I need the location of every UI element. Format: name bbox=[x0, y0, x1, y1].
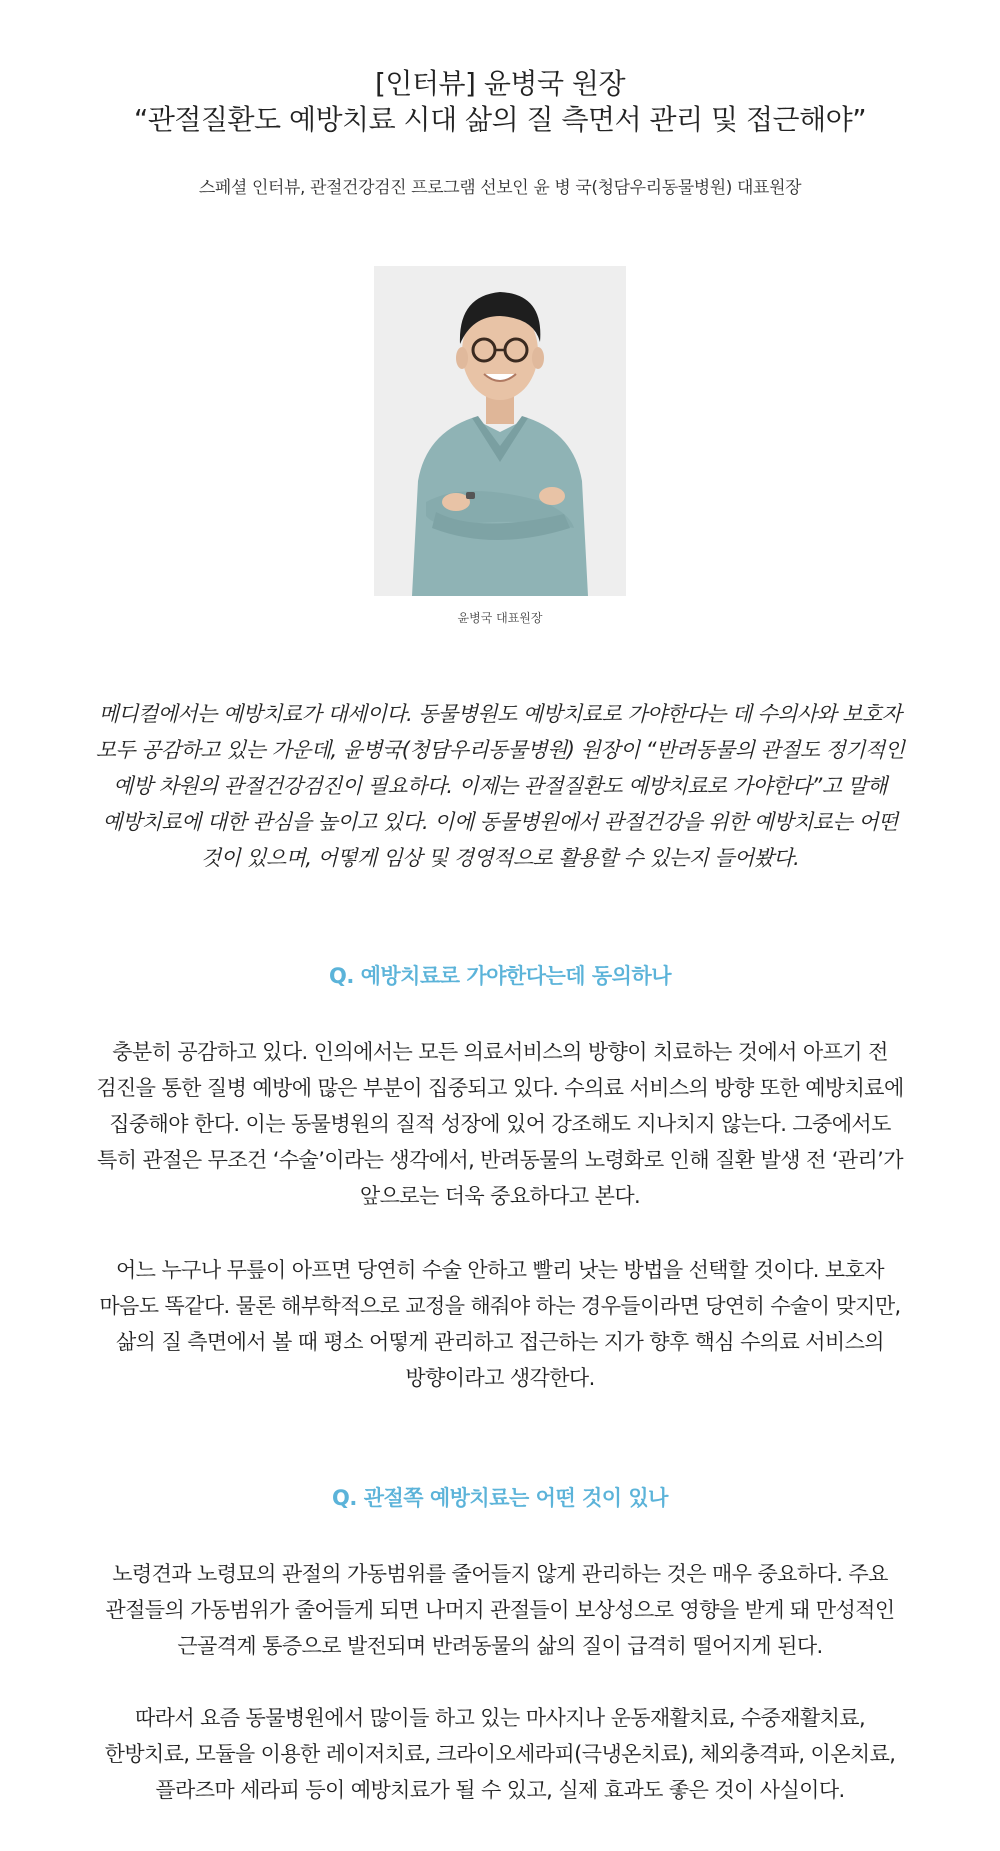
answer-line: 따라서 요즘 동물병원에서 많이들 하고 있는 마사지나 운동재활치료, 수중재활치료, bbox=[134, 1706, 866, 1730]
answer-line: 삶의 질 측면에서 볼 때 평소 어떻게 관리하고 접근하는 지가 향후 핵심 수의료 서비스의 bbox=[116, 1330, 884, 1354]
left-hand bbox=[442, 493, 470, 511]
answer-line: 특히 관절은 무조건 ‘수술’이라는 생각에서, 반려동물의 노령화로 인해 질환 발생 전 ‘관리’가 bbox=[97, 1148, 903, 1172]
intro-paragraph bbox=[40, 696, 960, 876]
answer-paragraph bbox=[40, 1700, 960, 1808]
article-title bbox=[40, 66, 960, 138]
answer-paragraph bbox=[40, 1252, 960, 1396]
portrait-photo bbox=[374, 266, 626, 596]
answer-line: 한방치료, 모듈을 이용한 레이저치료, 크라이오세라피(극냉온치료), 체외충격파, 이온치료, bbox=[104, 1742, 896, 1766]
left-ear bbox=[456, 347, 468, 369]
answer-paragraph bbox=[40, 1034, 960, 1214]
answer-line: 노령견과 노령묘의 관절의 가동범위를 줄어들지 않게 관리하는 것은 매우 중요하다. 주요 bbox=[112, 1562, 888, 1586]
answer-line: 근골격계 통증으로 발전되며 반려동물의 삶의 질이 급격히 떨어지게 된다. bbox=[177, 1634, 823, 1658]
intro-line: 메디컬에서는 예방치료가 대세이다. 동물병원도 예방치료로 가야한다는 데 수의사와 보호자 bbox=[98, 702, 902, 726]
answer-line: 앞으로는 더욱 중요하다고 본다. bbox=[359, 1184, 641, 1208]
title-line-2: “관절질환도 예방치료 시대 삶의 질 측면서 관리 및 접근해야” bbox=[133, 103, 867, 136]
answer-line: 플라즈마 세라피 등이 예방치료가 될 수 있고, 실제 효과도 좋은 것이 사실이다. bbox=[155, 1778, 845, 1802]
intro-line: 것이 있으며, 어떻게 임상 및 경영적으로 활용할 수 있는지 들어봤다. bbox=[200, 846, 800, 870]
wrist-watch bbox=[466, 492, 475, 499]
question-heading-2: Q. 관절쪽 예방치료는 어떤 것이 있나 bbox=[332, 1486, 668, 1510]
right-hand bbox=[539, 487, 565, 505]
portrait-illustration bbox=[374, 266, 626, 596]
answer-paragraph bbox=[40, 1556, 960, 1664]
article-subtitle: 스페셜 인터뷰, 관절건강검진 프로그램 선보인 윤 병 국(청담우리동물병원) 대표원장 bbox=[198, 178, 802, 198]
answer-line: 마음도 똑같다. 물론 해부학적으로 교정을 해줘야 하는 경우들이라면 당연히 수술이 맞지만, bbox=[99, 1294, 901, 1318]
title-line-1: [인터뷰] 윤병국 원장 bbox=[374, 67, 626, 100]
intro-line: 예방치료에 대한 관심을 높이고 있다. 이에 동물병원에서 관절건강을 위한 예방치료는 어떤 bbox=[102, 810, 898, 834]
answer-line: 관절들의 가동범위가 줄어들게 되면 나머지 관절들이 보상성으로 영향을 받게 돼 만성적인 bbox=[105, 1598, 895, 1622]
right-ear bbox=[532, 347, 544, 369]
question-heading-1: Q. 예방치료로 가야한다는데 동의하나 bbox=[328, 964, 672, 988]
answer-line: 방향이라고 생각한다. bbox=[405, 1366, 595, 1390]
intro-line: 예방 차원의 관절건강검진이 필요하다. 이제는 관절질환도 예방치료로 가야한다”고 말해 bbox=[113, 774, 887, 798]
photo-caption: 윤병국 대표원장 bbox=[457, 611, 543, 625]
answer-line: 충분히 공감하고 있다. 인의에서는 모든 의료서비스의 방향이 치료하는 것에서 아프기 전 bbox=[112, 1040, 888, 1064]
intro-line: 모두 공감하고 있는 가운데, 윤병국(청담우리동물병원) 원장이 “반려동물의 관절도 정기적인 bbox=[95, 738, 905, 762]
answer-line: 집중해야 한다. 이는 동물병원의 질적 성장에 있어 강조해도 지나치지 않는다. 그중에서도 bbox=[109, 1112, 891, 1136]
answer-line: 어느 누구나 무릎이 아프면 당연히 수술 안하고 빨리 낫는 방법을 선택할 것이다. 보호자 bbox=[116, 1258, 884, 1282]
answer-line: 검진을 통한 질병 예방에 많은 부분이 집중되고 있다. 수의료 서비스의 방향 또한 예방치료에 bbox=[96, 1076, 904, 1100]
